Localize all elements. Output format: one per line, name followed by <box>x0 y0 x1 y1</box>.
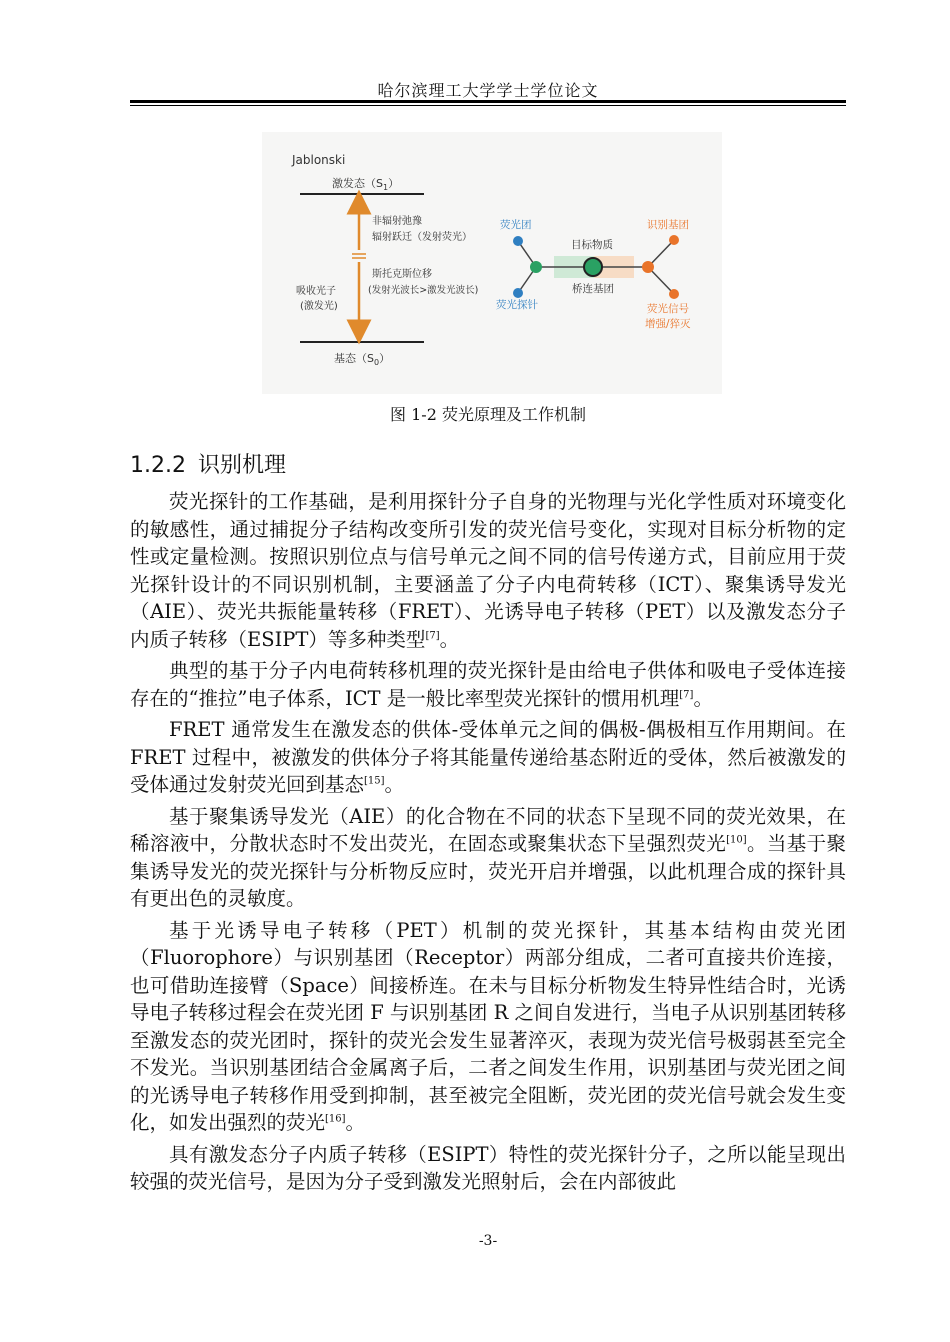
figure-jablonski <box>262 132 722 394</box>
section-number: 1.2.2 <box>130 453 186 478</box>
rad-label: 辐射跃迁（发射荧光） <box>372 232 472 243</box>
recognition-node-top <box>669 235 679 245</box>
fluorophore-node-top <box>513 236 523 246</box>
header-rule-thick <box>130 100 846 103</box>
stokes-label: 斯托克斯位移 <box>372 269 432 280</box>
signal-label: 荧光信号 <box>647 303 689 315</box>
probe-label: 荧光探针 <box>496 299 538 311</box>
citation: [7] <box>679 689 694 700</box>
citation: [16] <box>325 1113 346 1125</box>
section-title: 识别机理 <box>197 453 286 478</box>
fluorophore-node-bottom <box>513 288 523 298</box>
page-number: -3- <box>478 1233 498 1249</box>
paragraph: 荧光探针的工作基础，是利用探针分子自身的光物理与光化学性质对环境变化的敏感性，通过捕捉分子结构改变所引发的荧光信号变化，实现对目标分析物的定性或定量检测。按照识别位点与信号单元之间不同的信号传递方式，目前应用于荧光探针设计的不同识别机制，主要涵盖了分子内电荷转移（ICT）、聚集诱导发光（AIE）、荧光共振能量转移（FRET）、光诱导电子转移（PET）以及激发态分子内质子转移（ESIPT）等多种类型[7]。 <box>130 490 846 651</box>
citation: [10] <box>726 834 747 846</box>
paragraph: 具有激发态分子内质子转移（ESIPT）特性的荧光探针分子，之所以能呈现出较强的荧光信号，是因为分子受到激发光照射后，会在内部彼此 <box>130 1142 846 1193</box>
jablonski-title: Jablonski <box>292 153 346 167</box>
running-header: 哈尔滨理工大学学士学位论文 <box>377 81 599 100</box>
paragraph: 基于光诱导电子转移（PET）机制的荧光探针，其基本结构由荧光团（Fluorophore）与识别基团（Receptor）两部分组成，二者可直接共价连接，也可借助连接臂（Space）间接桥连。在未与目标分析物发生特异性结合时，光诱导电子转移过程会在荧光团 F 与识别基团 R 之间自发进行，当电子从识别基团转移至激发态的荧光团时，探针的荧光会发生显著淬灭，表现为荧光信号极弱甚至完全不发光。当识别基团结合金属离子后，二者之间发生作用，识别基团与荧光团之间的光诱导电子转移作用受到抑制，甚至被完全阻断，荧光团的荧光信号就会发生变化，如发出强烈的荧光[16]。 <box>130 918 847 1134</box>
linker-label: 桥连基团 <box>572 283 614 295</box>
absorb-desc: (激发光) <box>300 301 338 312</box>
signal-change-label: 增强/猝灭 <box>645 318 691 330</box>
target-label: 目标物质 <box>571 239 613 251</box>
fluorophore-node-center <box>530 261 542 273</box>
recognition-node-bottom <box>669 289 679 299</box>
citation: [15] <box>364 775 385 787</box>
paragraph: FRET 通常发生在激发态的供体-受体单元之间的偶极-偶极相互作用期间。在 FRET 过程中，被激发的供体分子将其能量传递给基态附近的受体，然后被激发的受体通过发射荧光回到基态[15]。 <box>130 718 846 796</box>
stokes-desc: (发射光波长>激发光波长) <box>368 285 479 296</box>
figure-caption: 图 1-2 荧光原理及工作机制 <box>390 405 586 424</box>
section-heading <box>130 448 286 479</box>
recognition-node-center <box>642 261 654 273</box>
absorb-label: 吸收光子 <box>296 286 336 297</box>
ground-state-label: 基态$(S_0)$ <box>334 352 391 367</box>
citation: [7] <box>425 630 440 641</box>
fluorophore-label: 荧光团 <box>500 219 532 231</box>
recognition-label: 识别基团 <box>647 219 689 231</box>
header-rule-thin <box>130 105 846 106</box>
excited-state-label: 激发态$(S_1)$ <box>332 177 400 192</box>
paragraph: 典型的基于分子内电荷转移机理的荧光探针是由给电子供体和吸电子受体连接存在的“推拉”电子体系，ICT 是一般比率型荧光探针的惯用机理[7]。 <box>130 659 846 710</box>
body-text <box>130 488 846 1200</box>
nonrad-label: 非辐射弛豫 <box>372 216 422 227</box>
paragraph: 基于聚集诱导发光（AIE）的化合物在不同的状态下呈现不同的荧光效果，在稀溶液中，分散状态时不发出荧光，在固态或聚集状态下呈强烈荧光[10]。当基于聚集诱导发光的荧光探针与分析物反应时，荧光开启并增强，以此机理合成的探针具有更出色的灵敏度。 <box>130 804 846 910</box>
target-node <box>584 258 602 276</box>
